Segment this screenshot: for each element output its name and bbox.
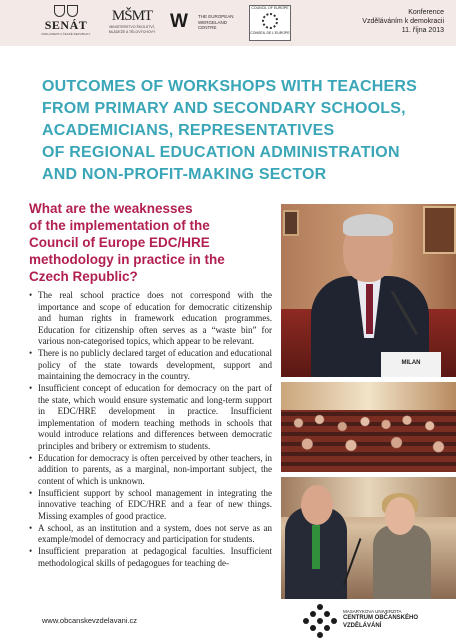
wergeland-centre-logo	[170, 12, 250, 36]
title-line: OUTCOMES OF WORKSHOPS WITH TEACHERS	[42, 78, 417, 95]
list-item: • Insufficient support by school management in integrating the innovative teaching of EDC/HRE and a fear of new things. Missing examples of good practice.	[29, 488, 272, 523]
name-placard	[381, 352, 441, 377]
coe-stars-icon	[262, 13, 278, 29]
ewc-line1: THE EUROPEAN	[198, 14, 234, 19]
ewc-line3: CENTRE	[198, 25, 217, 30]
page-title	[42, 76, 442, 186]
footer	[0, 598, 456, 644]
ewc-line2: WERGELAND	[198, 19, 228, 25]
audience-photo	[281, 382, 456, 472]
list-item: • The real school practice does not correspond with the importance and scope of education for democratic citizenship and human rights in framework education programmes. Education for citizenship often serves as a “waste bin” for various non-categorised topics, which appear to be relevant.	[29, 290, 272, 348]
placard-text: MILAN	[401, 360, 421, 366]
section-question	[29, 200, 274, 285]
title-line: AND NON-PROFIT-MAKING SECTOR	[42, 166, 327, 183]
conference-label: Konference	[408, 9, 444, 16]
coe-bottom-text: CONSEIL DE L'EUROPE	[250, 31, 290, 35]
civic-education-centre-icon	[303, 604, 337, 638]
title-line: FROM PRIMARY AND SECONDARY SCHOOLS,	[42, 100, 406, 117]
senat-subtitle: PARLAMENTU ČESKÉ REPUBLIKY	[41, 32, 91, 36]
list-item: • Insufficient preparation at pedagogical faculties. Insufficient methodological skills of pedagogues for teaching de-	[29, 546, 272, 569]
centre-name-line1: CENTRUM OBČANSKÉHO	[343, 615, 418, 621]
header-band	[0, 0, 456, 46]
list-item: • A school, as an institution and a system, does not serve as an example/model of democracy and participation for students.	[29, 523, 272, 546]
list-item: • There is no publicly declared target of education and educational policy of the state towards development, support and maintaining the democracy in the country.	[29, 348, 272, 383]
title-line: OF REGIONAL EDUCATION ADMINISTRATION	[42, 144, 400, 161]
university-name: MASARYKOVA UNIVERZITA	[343, 609, 402, 614]
website-link[interactable]: www.obcanskevzdelavani.cz	[42, 616, 138, 625]
list-item: • Education for democracy is often perceived by other teachers, in addition to parents, as a marginal, non-important subject, the content of which is unknown.	[29, 453, 272, 488]
weakness-list	[29, 290, 272, 570]
question-line: Council of Europe EDC/HRE	[29, 235, 210, 250]
senat-logo	[40, 5, 92, 41]
question-line: of the implementation of the	[29, 218, 210, 233]
masaryk-university-logo	[303, 604, 443, 638]
panel-photo	[281, 477, 456, 599]
council-of-europe-logo	[249, 5, 291, 41]
question-line: What are the weaknesses	[29, 201, 193, 216]
question-line: Czech Republic?	[29, 269, 138, 284]
conference-date: 11. října 2013	[401, 27, 444, 34]
msmt-logo	[102, 7, 162, 43]
senat-emblem-icon	[54, 5, 78, 19]
msmt-mark: MŠMT	[111, 8, 153, 24]
list-item: • Insufficient concept of education for democracy on the part of the state, which would ensure systematic and long-term support in EDC/HRE development in practice. Insufficient implementation of modern teaching methods in schools that would introduce relations and differences between democratic principles and bribery or extremism to students.	[29, 383, 272, 452]
speaker-photo	[281, 204, 456, 377]
centre-name-line2: VZDĚLÁVÁNÍ	[343, 622, 382, 629]
coe-top-text: COUNCIL OF EUROPE	[251, 6, 289, 10]
question-line: methodology in practice in the	[29, 252, 225, 267]
senat-name: SENÁT	[44, 18, 88, 32]
msmt-line1: MINISTERSTVO ŠKOLSTVÍ,	[109, 25, 155, 29]
conference-name: Vzděláváním k demokracii	[362, 18, 444, 25]
msmt-line2: MLÁDEŽE A TĚLOVÝCHOVY	[108, 29, 156, 34]
wergeland-w-icon: W	[170, 11, 186, 32]
conference-info	[324, 8, 444, 35]
title-line: ACADEMICIANS, REPRESENTATIVES	[42, 122, 335, 139]
